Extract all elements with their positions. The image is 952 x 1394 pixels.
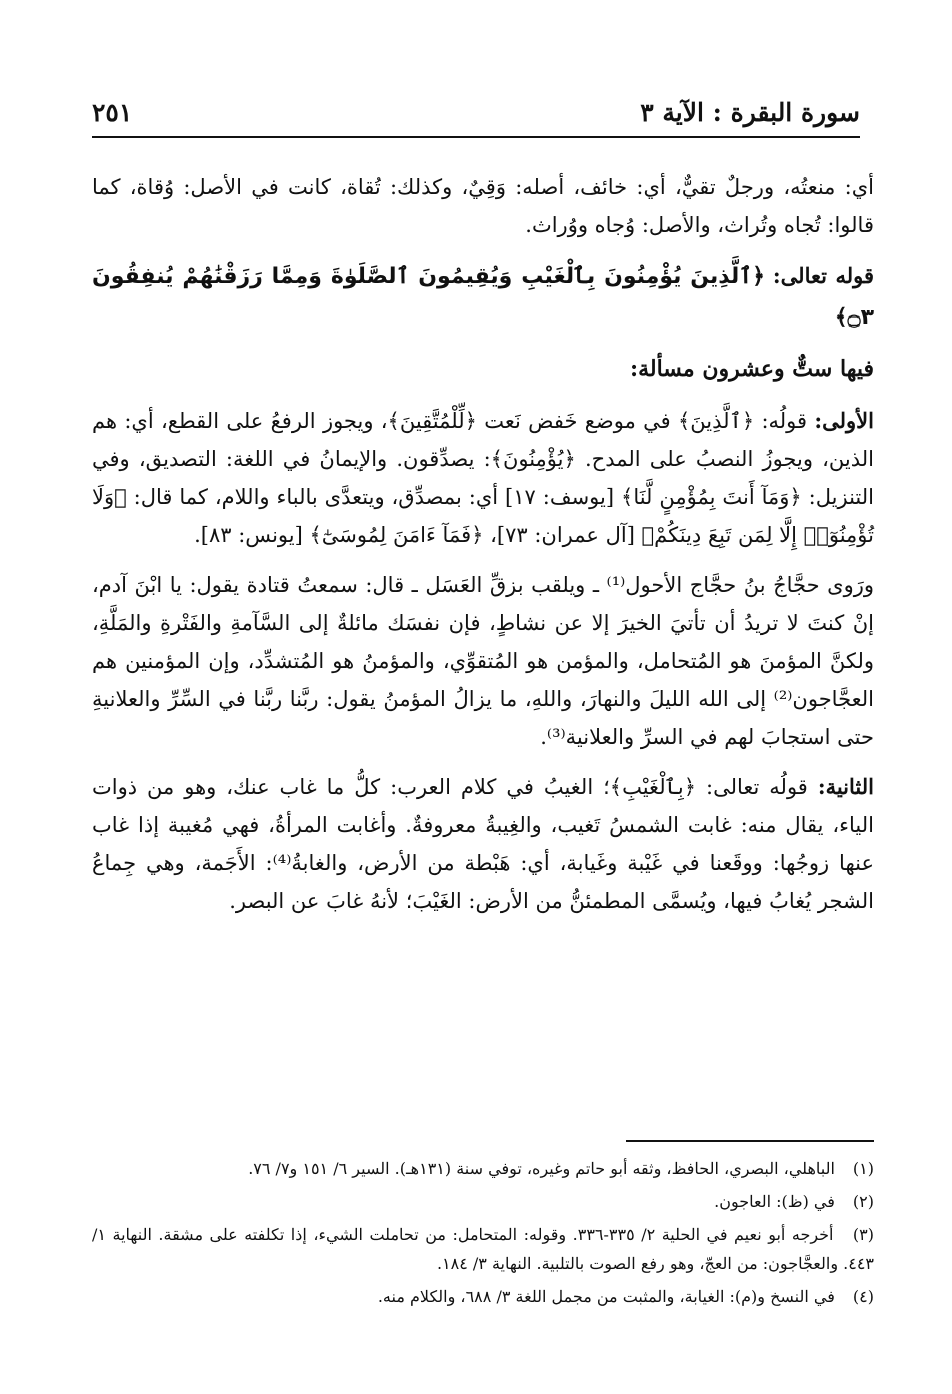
footnote <box>92 1154 874 1183</box>
first-issue-text: قولُه: ﴿ٱلَّذِينَ﴾ في موضع خَفض نَعت ﴿لِّلْمُتَّقِينَ﴾، ويجوز الرفعُ على القطع، أي: هم الذين، ويجوزُ النصبُ على المدح. ﴿يُؤْمِنُونَ﴾: يصدِّقون. والإيمانُ في اللغة: التصديق، وفي التنزيل: ﴿وَمَآ أَنتَ بِمُؤْمِنٍ لَّنَا﴾ [يوسف: ١٧] أي: بمصدِّق، ويتعدَّى بالباء واللام، كما قال: ﴿وَلَا تُؤْمِنُوٓا۟ إِلَّا لِمَن تَبِعَ دِينَكُمْ﴾ [آل عمران: ٧٣]، ﴿فَمَآ ءَامَنَ لِمُوسَىٰٓ﴾ [يونس: ٨٣]. <box>92 409 874 547</box>
section-heading: فيها ستٌّ وعشرون مسألة: <box>629 356 874 382</box>
footnote-number: (٣) <box>852 1225 875 1244</box>
paragraph-first-issue <box>92 402 874 554</box>
footnotes <box>92 1154 874 1315</box>
second-issue-label: الثانية: <box>817 774 874 799</box>
footnote-text: أخرجه أبو نعيم في الحلية ٢/ ٣٣٥-٣٣٦. وقوله: المتحامل: من تحاملت الشيء، إذا تكلفته على مشقة. النهاية ١/ ٤٤٣. والعجَّاجون: من العجّ، وهو رفع الصوت بالتلبية. النهاية ٣/ ١٨٤. <box>92 1225 874 1273</box>
quran-verse-line <box>92 256 874 338</box>
verse-label: قوله تعالى: <box>772 263 874 288</box>
paragraph-second-issue <box>92 768 874 920</box>
footnote-text: في (ظ): العاجون. <box>714 1192 835 1211</box>
second-issue-text: قولُه تعالى: ﴿بِٱلْغَيْبِ﴾؛ الغيبُ في كلام العرب: كلُّ ما غاب عنك، وهو من ذوات الياء، يقال منه: غابت الشمسُ تَغيب، والغِيبةُ معروفةٌ. وأغابت المرأةُ، فهي مُغيبة إذا غاب عنها زوجُها: ووقَعنا في غَيْبة وغَيابة، أي: هَبْطة من الأرض، والغابةُ⁽⁴⁾: الأَجَمة، وهي جِماعُ الشجر يُغابُ فيها، ويُسمَّى المطمئنُّ من الأرض: الغَيْبَ؛ لأنهُ غابَ عن البصر. <box>92 775 874 913</box>
page-header <box>92 98 860 138</box>
footnote-separator <box>626 1140 874 1142</box>
page-number: ٢٥١ <box>92 98 133 127</box>
footnote <box>92 1282 874 1311</box>
quran-verse: ﴿ٱلَّذِينَ يُؤْمِنُونَ بِٱلْغَيْبِ وَيُقِيمُونَ ٱلصَّلَوٰةَ وَمِمَّا رَزَقْنَٰهُمْ يُنفِقُونَ ۝٣﴾ <box>92 264 874 330</box>
footnote-number: (١) <box>852 1159 874 1178</box>
first-issue-label: الأولى: <box>814 408 874 433</box>
paragraph-intro: أي: منعتُه، ورجلٌ تقيٌّ، أي: خائف، أصله: وَقِيٌ، وكذلك: تُقاة، كانت في الأصل: وُقاة، كما قالوا: تُجاه وتُراث، والأصل: وُجاه ووُراث. <box>92 175 874 237</box>
footnote-number: (٤) <box>852 1287 874 1306</box>
footnote-text: في النسخ و(م): الغيابة، والمثبت من مجمل اللغة ٣/ ٦٨٨، والكلام منه. <box>377 1287 835 1306</box>
main-text <box>92 168 874 932</box>
footnote-text: الباهلي، البصري، الحافظ، وثقه أبو حاتم وغيره، توفي سنة (١٣١هـ). السير ٦/ ١٥١ و٧/ ٧٦. <box>248 1159 835 1178</box>
footnote <box>92 1220 874 1278</box>
paragraph-qatada: ورَوى حجَّاجُ بنُ حجَّاج الأحول⁽¹⁾ ـ ويلقب بزقِّ العَسَل ـ قال: سمعتُ قتادة يقول: يا ابْنَ آدم، إنْ كنتَ لا تريدُ أن تأتيَ الخيرَ إلا عن نشاطٍ، فإن نفسَك مائلةٌ إلى السَّآمةِ والفَتْرةِ والمَلَّةِ، ولكنَّ المؤمنَ هو المُتحامل، والمؤمن هو المُتقوِّي، والمؤمنُ هو المُتشدِّد، وإن المؤمنين هم العجَّاجون⁽²⁾ إلى الله الليلَ والنهارَ، واللهِ، ما يزالُ المؤمنُ يقول: ربَّنا ربَّنا في السِّرِّ والعلانيةِ حتى استجابَ لهم في السرِّ والعلانية⁽³⁾. <box>92 573 874 749</box>
running-title: سورة البقرة : الآية ٣ <box>640 98 860 127</box>
footnote-number: (٢) <box>852 1192 874 1211</box>
footnote <box>92 1187 874 1216</box>
